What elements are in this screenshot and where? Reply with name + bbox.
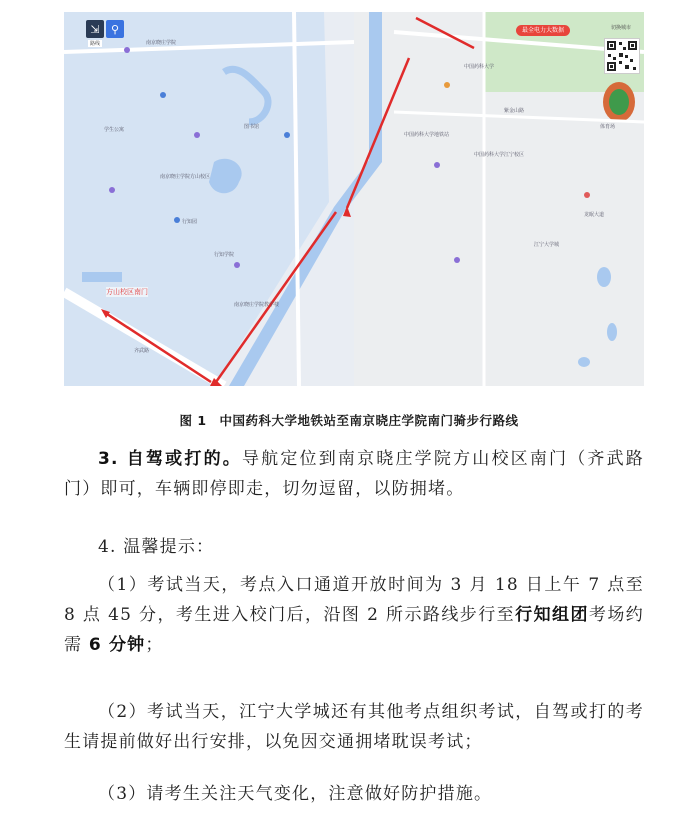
map-label: 南京晓庄学院 <box>146 40 177 46</box>
tip-1-text-a: （1）考试当天，考点入口通道开放时间为 3 月 18 日上午 7 点至 8 点 45 分，考生进入校门后，沿图 2 所示路线步行至 <box>64 575 644 625</box>
map-label: 图书馆 <box>244 124 260 130</box>
item-3-body: 导航定位到南京晓庄学院方山校区南门（齐武路门）即可，车辆即停即走，切勿逗留，以防拥堵。 <box>64 449 644 499</box>
search-icon[interactable]: ⚲ <box>106 20 124 38</box>
pond-east-1 <box>597 267 611 287</box>
sports-field <box>609 89 629 115</box>
map-canvas <box>64 12 644 386</box>
tip-2-paragraph: （2）考试当天，江宁大学城还有其他考点组织考试，自驾或打的考生请提前做好出行安排，以免因交通拥堵耽误考试； <box>64 702 644 752</box>
tip-1-bold-place: 行知组团 <box>515 605 589 625</box>
route-destination-label: 方山校区南门 <box>106 288 148 296</box>
pond-east-3 <box>578 357 590 367</box>
layers-icon[interactable]: ⇲ <box>86 20 104 38</box>
map-poi <box>454 257 460 263</box>
tip-1-bold-time: 6 分钟 <box>88 635 146 655</box>
map-poi <box>194 132 200 138</box>
tip-1-text-c: ； <box>145 635 164 655</box>
map-label: 齐武路 <box>134 348 150 354</box>
map-poi <box>584 192 590 198</box>
map-label: 行知学院 <box>214 252 235 258</box>
map-poi <box>284 132 290 138</box>
item-4-heading: 4. 温馨提示： <box>98 537 215 557</box>
map-label: 南京晓庄学院教学楼 <box>234 302 280 308</box>
map-label: 江宁大学城 <box>534 242 560 248</box>
item-3-title: 3. 自驾或打的。 <box>98 449 242 469</box>
map-label: 行知园 <box>182 219 198 225</box>
map-poi <box>160 92 166 98</box>
map-label: 中国药科大学地铁站 <box>404 132 450 138</box>
map-label: 龙眠大道 <box>584 212 605 218</box>
tip-1-text-b: 考场约需 <box>64 605 644 655</box>
map-poi <box>174 217 180 223</box>
tip-3-paragraph: （3）请考生关注天气变化，注意做好防护措施。 <box>98 784 493 804</box>
promo-badge[interactable]: 最全电力大数据 <box>516 25 570 36</box>
map-label: 紫金山路 <box>504 108 525 114</box>
pond-east-2 <box>607 323 617 341</box>
map-poi <box>124 47 130 53</box>
route-map <box>64 12 644 386</box>
tip-1-paragraph <box>64 570 644 660</box>
map-poi <box>234 262 240 268</box>
campus-area <box>64 12 329 386</box>
switch-city-link[interactable]: 切换城市 <box>611 25 632 31</box>
map-tool-caption: 路线 <box>90 41 101 47</box>
map-label: 南京晓庄学院方山校区 <box>160 174 211 180</box>
figure-caption: 图 1 中国药科大学地铁站至南京晓庄学院南门骑步行路线 <box>179 413 519 428</box>
map-label: 学生公寓 <box>104 127 125 133</box>
map-label: 中国药科大学江宁校区 <box>474 152 525 158</box>
map-poi <box>109 187 115 193</box>
item-3-paragraph <box>64 444 644 504</box>
map-label: 中国药科大学 <box>464 64 495 70</box>
map-label: 体育场 <box>600 124 616 130</box>
map-toolbar <box>86 20 124 38</box>
qr-code-icon <box>604 38 640 74</box>
pond <box>82 272 122 282</box>
map-poi <box>444 82 450 88</box>
map-poi <box>434 162 440 168</box>
